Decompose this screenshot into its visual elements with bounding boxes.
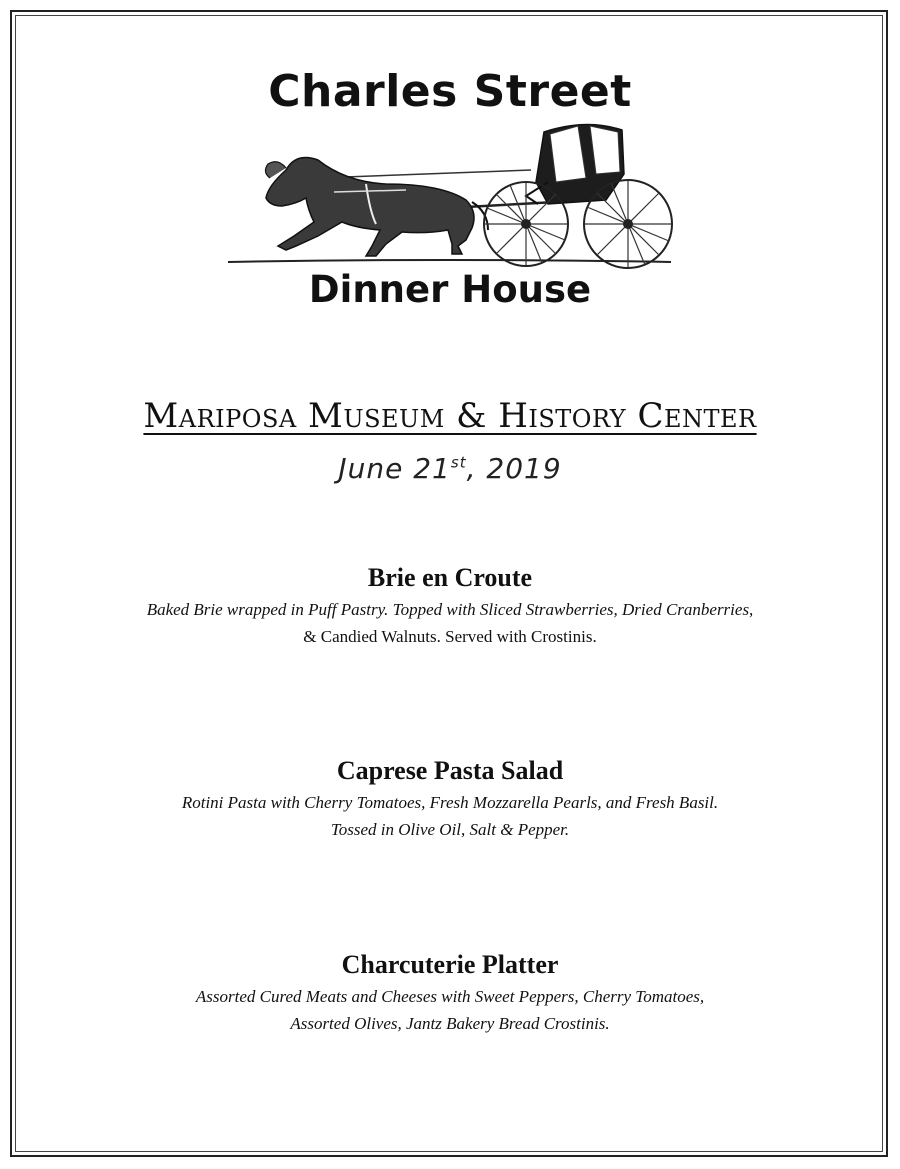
menu-item-description-line: Tossed in Olive Oil, Salt & Pepper. bbox=[330, 820, 570, 839]
horse-and-buggy-icon bbox=[226, 112, 676, 272]
menu-item-name: Brie en Croute bbox=[367, 563, 533, 592]
menu-item-name: Caprese Pasta Salad bbox=[336, 756, 564, 785]
menu-item-description bbox=[0, 596, 900, 650]
event-date-year: , 2019 bbox=[466, 452, 562, 485]
menu-item-description-line: & Candied Walnuts. Served with Crostinis. bbox=[303, 627, 597, 646]
logo-line-bottom: Dinner House bbox=[308, 268, 592, 311]
menu-item-description-line: Assorted Cured Meats and Cheeses with Sweet Peppers, Cherry Tomatoes, bbox=[195, 987, 705, 1006]
logo-line-top: Charles Street bbox=[268, 66, 632, 117]
menu-item-description-line: Rotini Pasta with Cherry Tomatoes, Fresh Mozzarella Pearls, and Fresh Basil. bbox=[181, 793, 719, 812]
menu-item bbox=[0, 949, 900, 1037]
event-date-main: June 21 bbox=[338, 452, 451, 485]
venue-title: Mariposa Museum & History Center bbox=[143, 396, 757, 436]
menu-item bbox=[0, 562, 900, 650]
menu-item-description bbox=[0, 789, 900, 843]
event-date bbox=[0, 452, 900, 485]
menu-item-name: Charcuterie Platter bbox=[341, 950, 559, 979]
menu-item-description bbox=[0, 983, 900, 1037]
menu-item-description-line: Assorted Olives, Jantz Bakery Bread Crostinis. bbox=[290, 1014, 610, 1033]
event-date-suffix: st bbox=[450, 453, 467, 472]
menu-item bbox=[0, 755, 900, 843]
menu-item-description-line: Baked Brie wrapped in Puff Pastry. Topped with Sliced Strawberries, Dried Cranberries, bbox=[146, 600, 754, 619]
